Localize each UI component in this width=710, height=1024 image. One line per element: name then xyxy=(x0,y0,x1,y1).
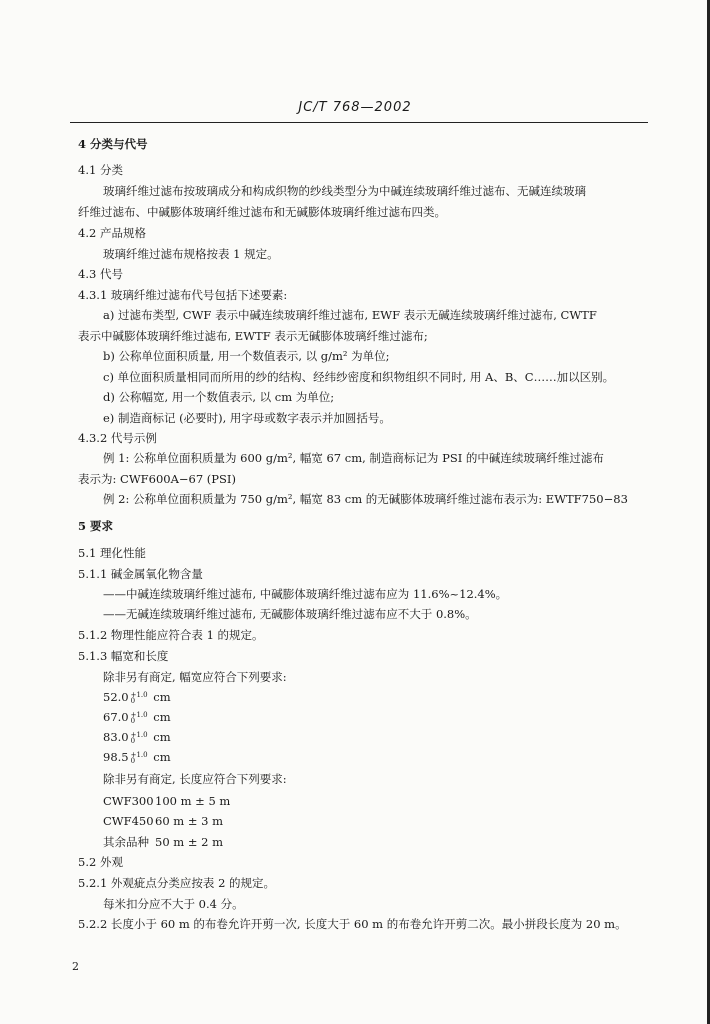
width-spec: 83.0 +1.0 0 cm xyxy=(103,730,171,745)
section-4-3-2-heading: 4.3.2 代号示例 xyxy=(78,431,157,445)
width-spec: 67.0 +1.0 0 cm xyxy=(103,710,171,725)
section-5-2-heading: 5.2 外观 xyxy=(78,855,123,869)
section-5-2-1-heading: 5.2.1 外观疵点分类应按表 2 的规定。 xyxy=(78,876,276,890)
section-5-1-heading: 5.1 理化性能 xyxy=(78,546,146,560)
paragraph: 纤维过滤布、中碱膨体玻璃纤维过滤布和无碱膨体玻璃纤维过滤布四类。 xyxy=(78,205,446,219)
paragraph: 玻璃纤维过滤布规格按表 1 规定。 xyxy=(103,247,279,261)
page-header: JC/T 768—2002 xyxy=(298,100,412,115)
paragraph: 每米扣分应不大于 0.4 分。 xyxy=(103,897,244,911)
page-number: 2 xyxy=(72,960,79,973)
list-item: d) 公称幅宽, 用一个数值表示, 以 cm 为单位; xyxy=(103,390,335,404)
list-item: c) 单位面积质量相同而所用的纱的结构、经纬纱密度和织物组织不同时, 用 A、B、C……加以区别。 xyxy=(103,370,615,384)
section-4-2-heading: 4.2 产品规格 xyxy=(78,226,146,240)
example: 例 2: 公称单位面积质量为 750 g/m², 幅宽 83 cm 的无碱膨体玻璃纤维过滤布表示为: EWTF750−83 xyxy=(103,492,628,506)
section-4-3-heading: 4.3 代号 xyxy=(78,267,123,281)
paragraph: 除非另有商定, 幅宽应符合下列要求: xyxy=(103,670,287,684)
example: 例 1: 公称单位面积质量为 600 g/m², 幅宽 67 cm, 制造商标记为 PSI 的中碱连续玻璃纤维过滤布 xyxy=(103,451,604,465)
list-item: e) 制造商标记 (必要时), 用字母或数字表示并加圆括号。 xyxy=(103,411,391,425)
example: 表示为: CWF600A−67 (PSI) xyxy=(78,472,236,486)
section-4-heading: 4 分类与代号 xyxy=(78,137,148,151)
paragraph: 玻璃纤维过滤布按玻璃成分和构成织物的纱线类型分为中碱连续玻璃纤维过滤布、无碱连续玻璃 xyxy=(103,184,586,198)
list-item: 表示中碱膨体玻璃纤维过滤布, EWTF 表示无碱膨体玻璃纤维过滤布; xyxy=(78,329,428,343)
section-5-1-2-heading: 5.1.2 物理性能应符合表 1 的规定。 xyxy=(78,628,264,642)
section-5-1-3-heading: 5.1.3 幅宽和长度 xyxy=(78,649,169,663)
list-item: ——无碱连续玻璃纤维过滤布, 无碱膨体玻璃纤维过滤布应不大于 0.8%。 xyxy=(103,607,477,621)
paragraph: 除非另有商定, 长度应符合下列要求: xyxy=(103,772,287,786)
list-item: b) 公称单位面积质量, 用一个数值表示, 以 g/m² 为单位; xyxy=(103,349,390,363)
header-rule xyxy=(70,122,648,123)
section-4-1-heading: 4.1 分类 xyxy=(78,163,123,177)
section-5-heading: 5 要求 xyxy=(78,519,114,533)
section-4-3-1-heading: 4.3.1 玻璃纤维过滤布代号包括下述要素: xyxy=(78,288,288,302)
length-spec: 其余品种 50 m ± 2 m xyxy=(103,835,224,849)
width-spec: 98.5 +1.0 0 cm xyxy=(103,750,171,765)
length-spec: CWF300100 m ± 5 m xyxy=(103,794,231,808)
section-5-2-2-heading: 5.2.2 长度小于 60 m 的布卷允许开剪一次, 长度大于 60 m 的布卷允许开剪二次。最小拼段长度为 20 m。 xyxy=(78,917,627,931)
list-item: ——中碱连续玻璃纤维过滤布, 中碱膨体玻璃纤维过滤布应为 11.6%~12.4%。 xyxy=(103,587,508,601)
section-5-1-1-heading: 5.1.1 碱金属氧化物含量 xyxy=(78,567,203,581)
list-item: a) 过滤布类型, CWF 表示中碱连续玻璃纤维过滤布, EWF 表示无碱连续玻璃纤维过滤布, CWTF xyxy=(103,308,597,322)
length-spec: CWF45060 m ± 3 m xyxy=(103,814,224,828)
width-spec: 52.0 +1.0 0 cm xyxy=(103,690,171,705)
